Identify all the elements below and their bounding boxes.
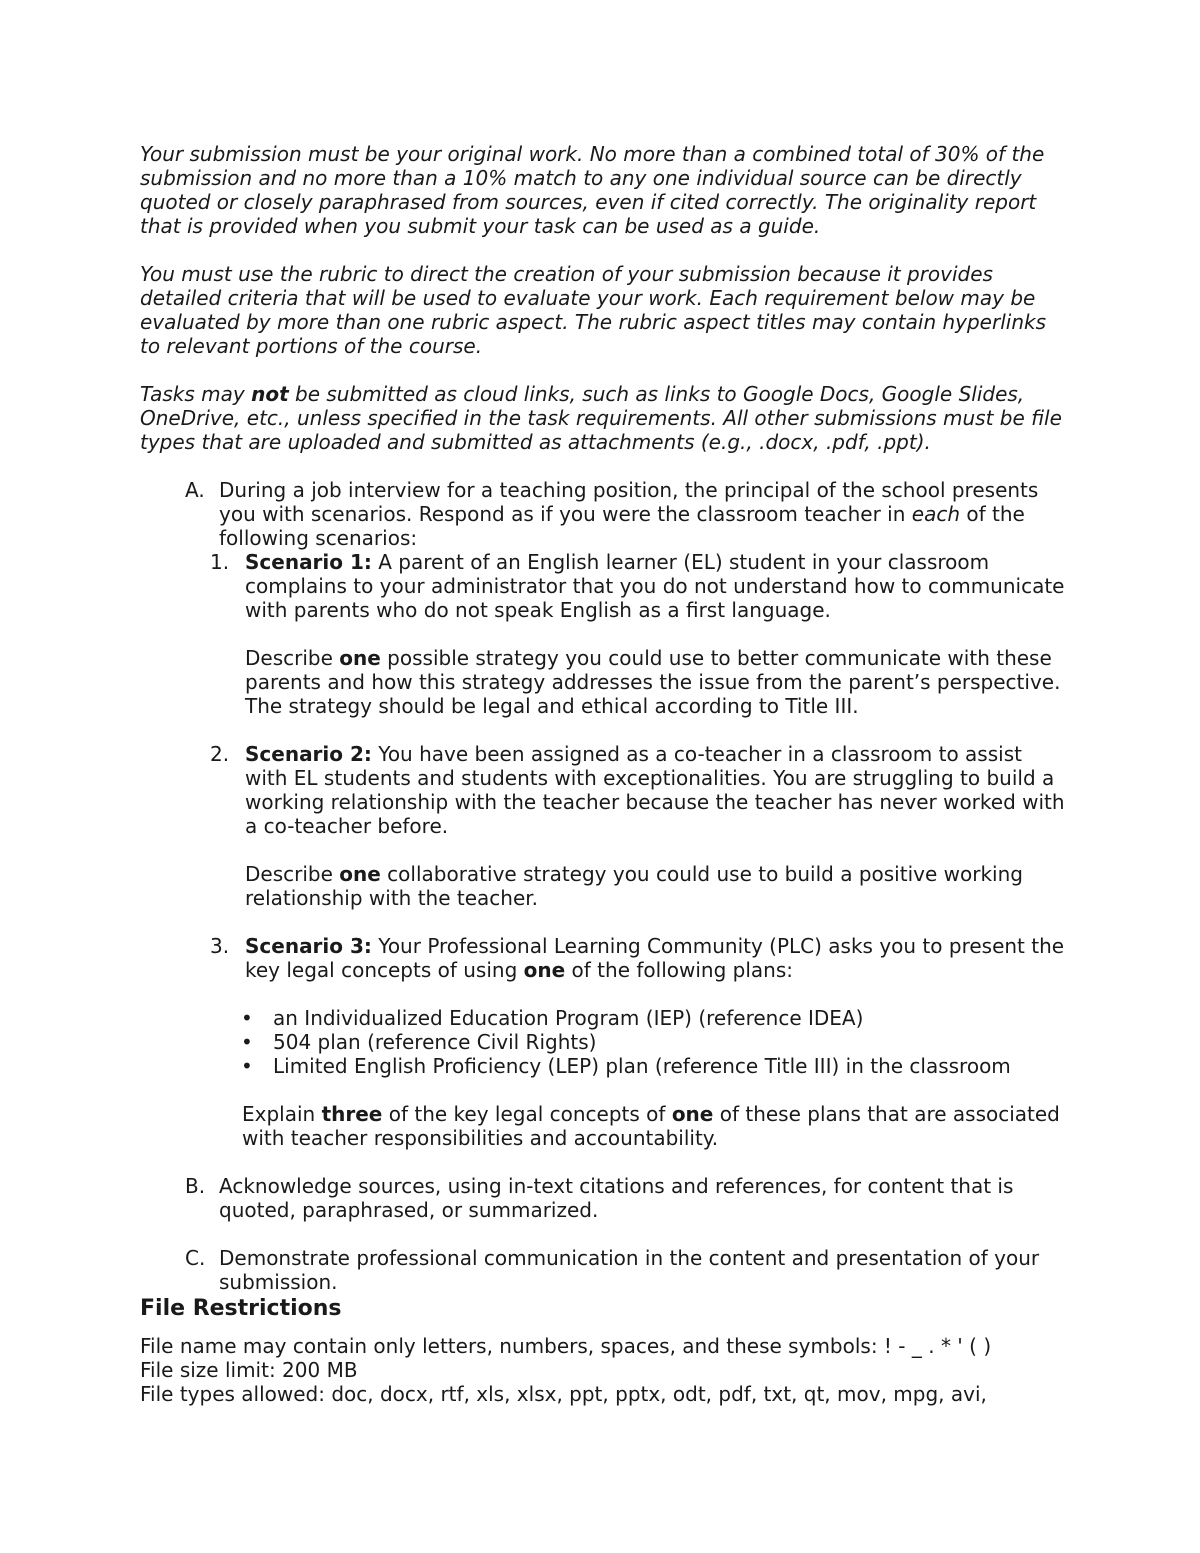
file-restrictions-heading: File Restrictions: [140, 1296, 342, 1321]
cloud-links-text-2: be submitted as cloud links, such as links to Google Docs, Google Slides, OneDrive, etc., unless specified in the task requirements. All other submissions must be file types that are uploaded and submitted as attachments (e.g., .docx, .pdf, .ppt).: [140, 382, 1062, 454]
scenario-3-prompt: [242, 1102, 1070, 1150]
scenario-3: [140, 934, 1070, 1150]
list-item: [241, 1006, 1070, 1030]
scenario-2-body: You have been assigned as a co-teacher in a classroom to assist with EL students and students with exceptionalities. You are struggling to build a working relationship with the teacher because the teacher has never worked with a co-teacher before.: [245, 742, 1065, 838]
file-name-rule: File name may contain only letters, numbers, spaces, and these symbols: ! - _ . * ' ( ): [140, 1334, 992, 1358]
requirement-b: [140, 1174, 1070, 1222]
scenario-3-prompt-3: of these plans that are associated with teacher responsibilities and accountability.: [242, 1102, 1060, 1150]
list-item: [241, 1054, 1070, 1078]
plan-504: 504 plan (reference Civil Rights): [273, 1030, 597, 1054]
scenario-2-prompt-emphasis: one: [339, 862, 381, 886]
requirement-b-marker: B.: [185, 1174, 206, 1198]
scenario-3-text: [245, 934, 1070, 982]
document-page: [140, 142, 1070, 1406]
scenario-3-body-2: of the following plans:: [565, 958, 793, 982]
scenario-1-prompt: [245, 646, 1070, 718]
plans-list: [241, 1006, 1070, 1078]
rubric-paragraph: You must use the rubric to direct the creation of your submission because it provides detailed criteria that will be used to evaluate your work. Each requirement below may be evaluated by more than one rubric aspect. The rubric aspect titles may contain hyperlinks to relevant portions of the course.: [140, 262, 1046, 358]
scenario-1: [140, 550, 1070, 718]
plan-lep: Limited English Proficiency (LEP) plan (reference Title III) in the classroom: [273, 1054, 1011, 1078]
scenario-1-text: [245, 550, 1070, 622]
scenario-1-prompt-emphasis: one: [339, 646, 381, 670]
scenario-3-body-1: Your Professional Learning Community (PLC) asks you to present the key legal concepts of using: [245, 934, 1065, 982]
requirement-a-text-1: During a job interview for a teaching position, the principal of the school presents you with scenarios. Respond as if you were the classroom teacher in: [219, 478, 1039, 526]
scenario-1-prompt-1: Describe: [245, 646, 340, 670]
list-item: [241, 1030, 1070, 1054]
scenario-3-prompt-emphasis-1: three: [321, 1102, 383, 1126]
scenario-2-title: Scenario 2:: [245, 742, 372, 766]
scenario-3-body-emphasis: one: [523, 958, 566, 982]
requirement-a: [140, 478, 1070, 1150]
cloud-links-emphasis: not: [251, 382, 289, 406]
requirement-b-text: Acknowledge sources, using in-text citations and references, for content that is quoted, paraphrased, or summarized.: [219, 1174, 1014, 1222]
scenario-3-prompt-emphasis-2: one: [671, 1102, 714, 1126]
plan-iep: an Individualized Education Program (IEP) (reference IDEA): [273, 1006, 864, 1030]
requirement-a-marker: A.: [185, 478, 205, 502]
cloud-links-paragraph: [140, 382, 1070, 454]
scenario-3-prompt-1: Explain: [242, 1102, 322, 1126]
requirement-c-text: Demonstrate professional communication in the content and presentation of your submission.: [219, 1246, 1040, 1294]
scenario-2-text: [245, 742, 1070, 838]
scenario-2-marker: 2.: [210, 742, 230, 766]
scenario-3-marker: 3.: [210, 934, 230, 958]
scenario-1-body: A parent of an English learner (EL) student in your classroom complains to your administrator that you do not understand how to communicate with parents who do not speak English as a first language.: [245, 550, 1065, 622]
requirement-a-text-2: of the following scenarios:: [219, 502, 1025, 550]
bullet-icon: •: [241, 1030, 253, 1054]
file-restrictions: [140, 1334, 1070, 1406]
originality-paragraph: Your submission must be your original work. No more than a combined total of 30% of the submission and no more than a 10% match to any one individual source can be directly quoted or closely paraphrased from sources, even if cited correctly. The originality report that is provided when you submit your task can be used as a guide.: [140, 142, 1045, 238]
cloud-links-text-1: Tasks may: [140, 382, 252, 406]
scenario-3-title: Scenario 3:: [245, 934, 372, 958]
scenario-2-prompt: [245, 862, 1070, 910]
scenario-2-prompt-2: collaborative strategy you could use to build a positive working relationship with the teacher.: [245, 862, 1023, 910]
scenario-2: [140, 742, 1070, 910]
scenario-1-marker: 1.: [210, 550, 230, 574]
file-types-rule: File types allowed: doc, docx, rtf, xls, xlsx, ppt, pptx, odt, pdf, txt, qt, mov, mpg, avi,: [140, 1382, 987, 1406]
scenario-1-title: Scenario 1:: [245, 550, 372, 574]
scenario-2-prompt-1: Describe: [245, 862, 340, 886]
requirement-c: [140, 1246, 1070, 1294]
bullet-icon: •: [241, 1054, 253, 1078]
bullet-icon: •: [241, 1006, 253, 1030]
scenario-1-prompt-2: possible strategy you could use to better communicate with these parents and how this strategy addresses the issue from the parent’s perspective. The strategy should be legal and ethical according to Title III.: [245, 646, 1061, 718]
file-size-rule: File size limit: 200 MB: [140, 1358, 358, 1382]
requirement-a-emphasis: each: [911, 502, 960, 526]
requirement-a-text: [219, 478, 1070, 550]
requirement-c-marker: C.: [185, 1246, 206, 1270]
scenario-3-prompt-2: of the key legal concepts of: [382, 1102, 672, 1126]
